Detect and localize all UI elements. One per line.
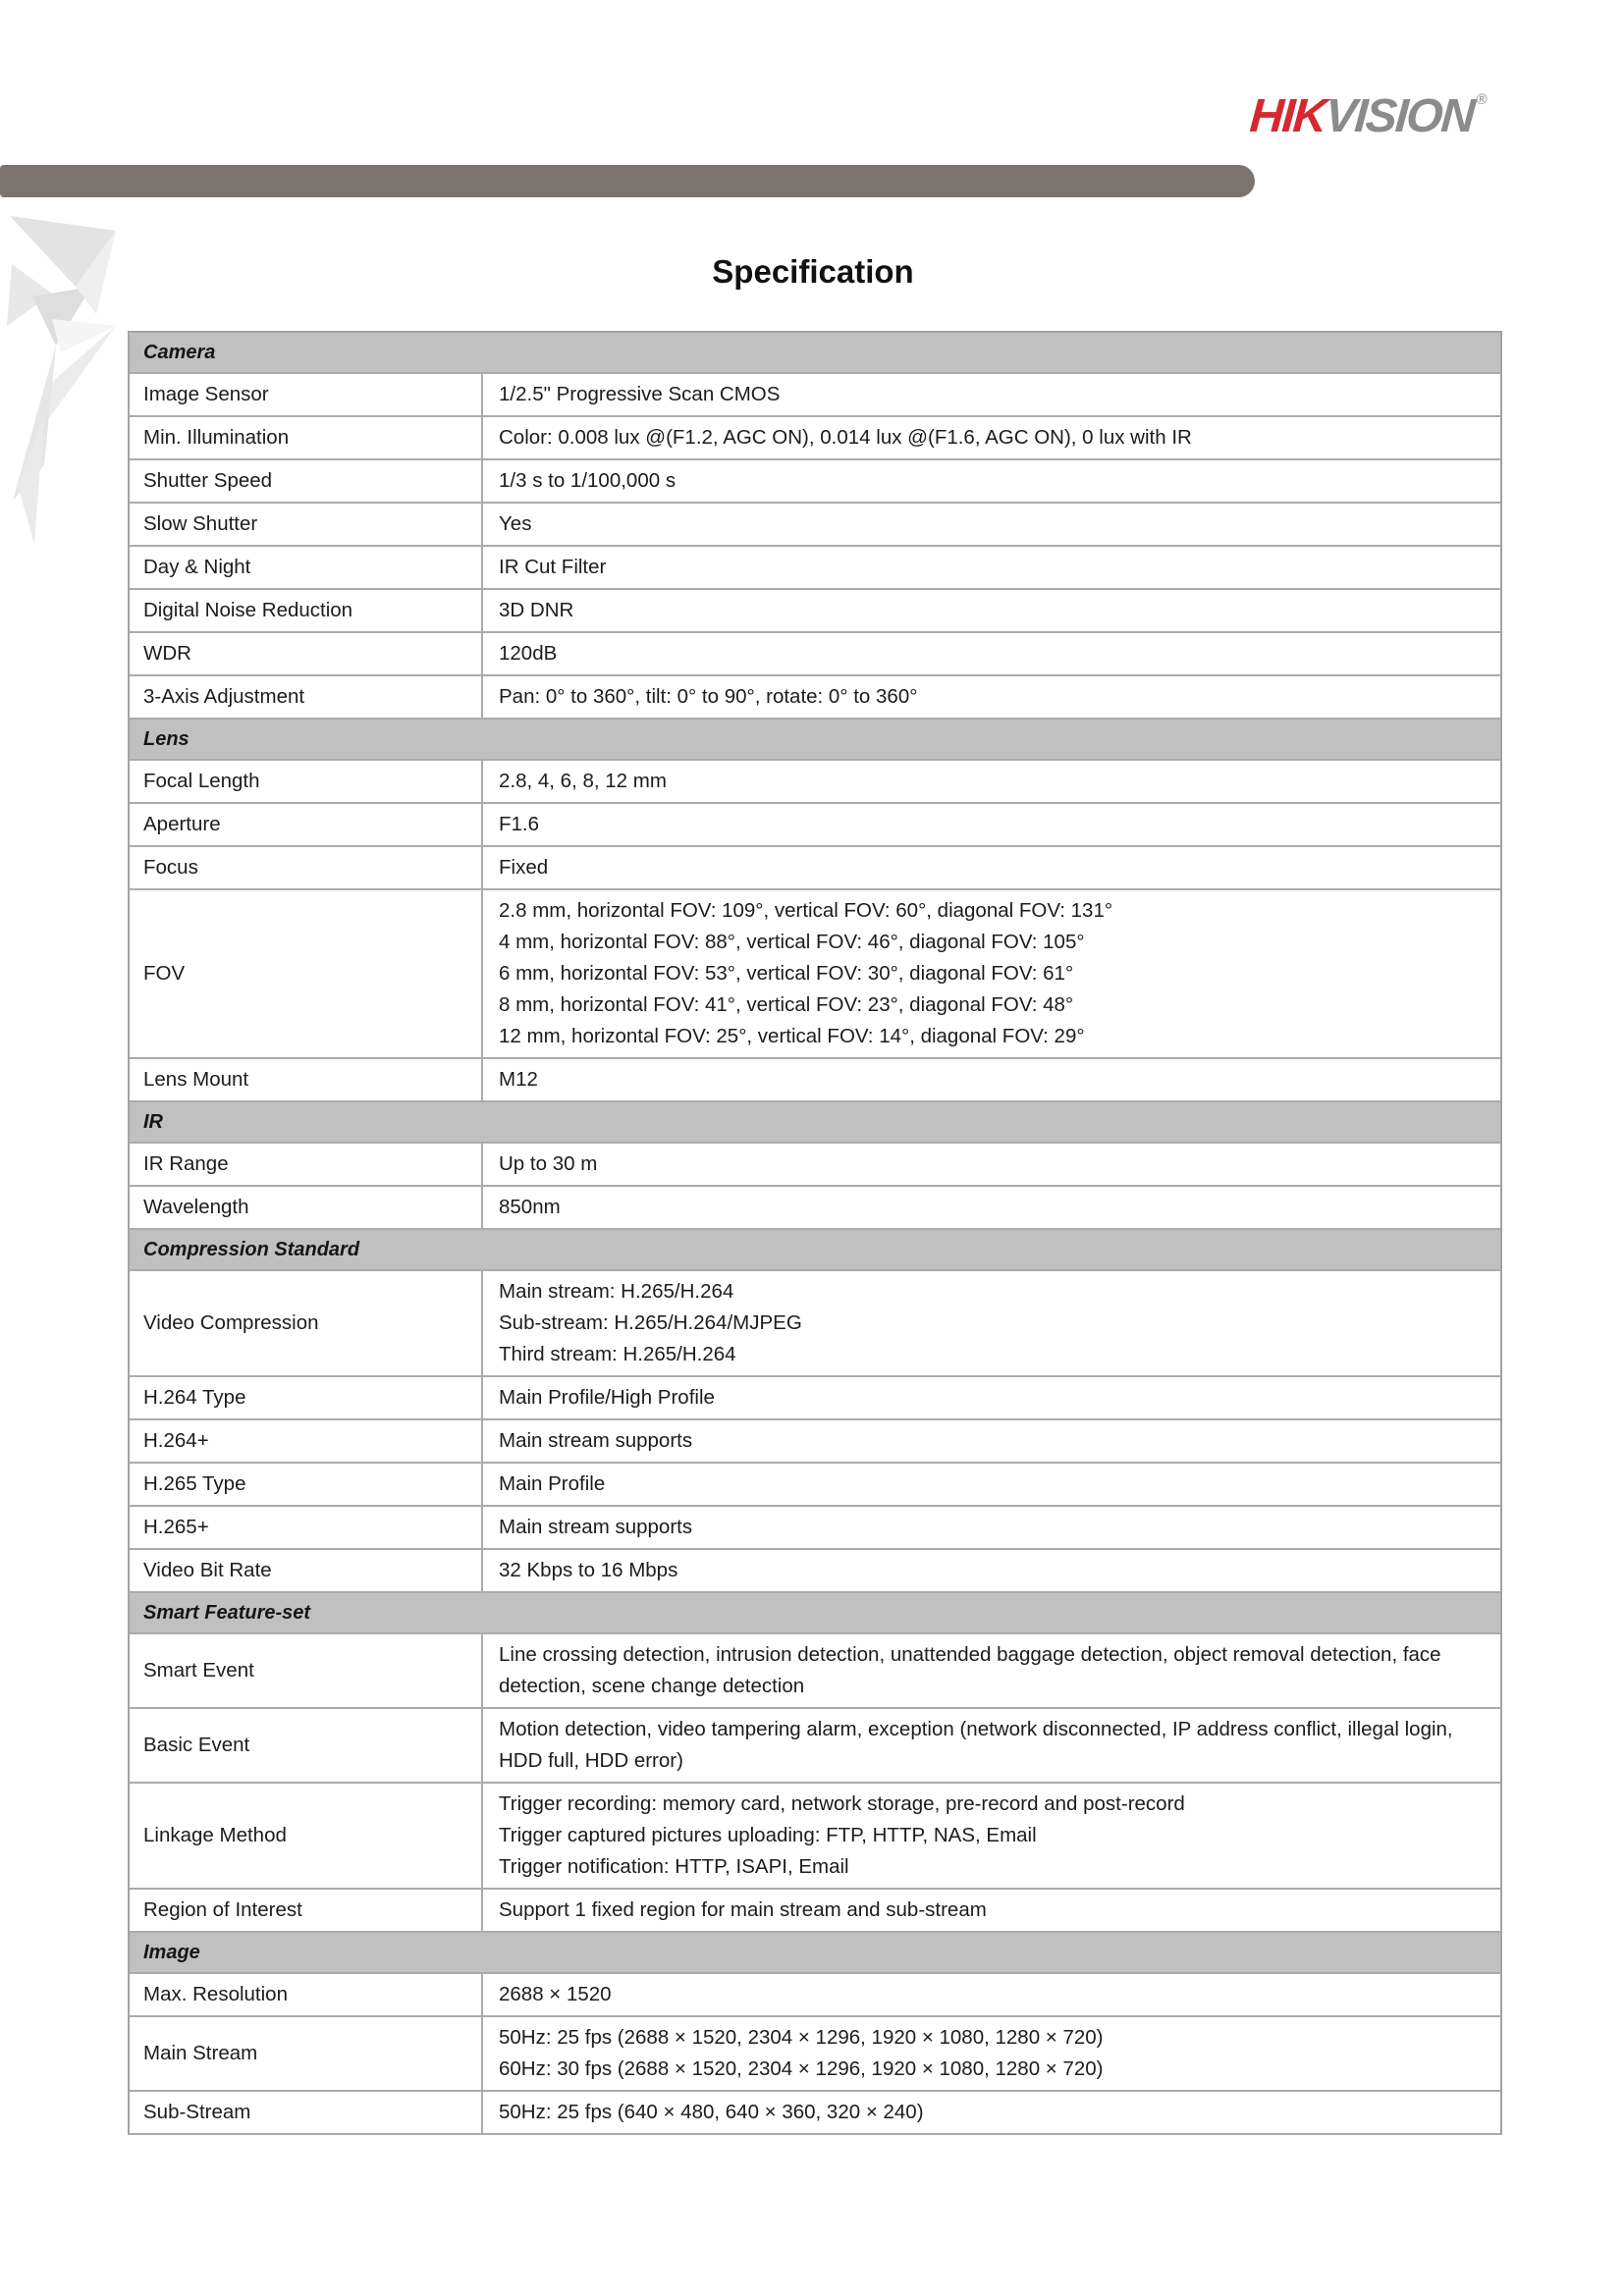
spec-value-line: Pan: 0° to 360°, tilt: 0° to 90°, rotate: 0° to 360°: [499, 685, 918, 708]
spec-value-line: Trigger notification: HTTP, ISAPI, Email: [499, 1855, 849, 1878]
spec-value-line: 2.8, 4, 6, 8, 12 mm: [499, 770, 667, 792]
specification-table: [128, 331, 1502, 2135]
spec-value-line: 1/2.5" Progressive Scan CMOS: [499, 383, 781, 405]
logo-vision-text: VISION: [1323, 90, 1476, 142]
spec-label: 3-Axis Adjustment: [130, 676, 483, 718]
spec-label: H.265 Type: [130, 1464, 483, 1505]
spec-value: [483, 417, 1500, 458]
registered-trademark-icon: ®: [1475, 91, 1489, 108]
spec-value-line: M12: [499, 1068, 538, 1091]
spec-label: Linkage Method: [130, 1784, 483, 1888]
spec-value: [483, 374, 1500, 415]
spec-value: [483, 676, 1500, 718]
spec-label: Shutter Speed: [130, 460, 483, 502]
spec-value-line: 8 mm, horizontal FOV: 41°, vertical FOV: 23°, diagonal FOV: 48°: [499, 993, 1074, 1016]
spec-value-line: Trigger recording: memory card, network storage, pre-record and post-record: [499, 1792, 1185, 1815]
spec-label: Main Stream: [130, 2017, 483, 2090]
spec-value-line: Color: 0.008 lux @(F1.2, AGC ON), 0.014 lux @(F1.6, AGC ON), 0 lux with IR: [499, 426, 1192, 449]
spec-label: Video Bit Rate: [130, 1550, 483, 1591]
spec-row-linkage-method: [130, 1784, 1500, 1890]
spec-value: [483, 804, 1500, 845]
spec-value: [483, 1464, 1500, 1505]
spec-label: Sub-Stream: [130, 2092, 483, 2133]
spec-label: Video Compression: [130, 1271, 483, 1375]
spec-label: Focal Length: [130, 761, 483, 802]
spec-value-line: 50Hz: 25 fps (640 × 480, 640 × 360, 320 × 240): [499, 2101, 924, 2123]
spec-value: [483, 1550, 1500, 1591]
spec-value: [483, 1059, 1500, 1100]
spec-label: Max. Resolution: [130, 1974, 483, 2015]
spec-value-line: IR Cut Filter: [499, 556, 607, 578]
spec-row-wavelength: [130, 1187, 1500, 1230]
spec-value: [483, 847, 1500, 888]
spec-label: Aperture: [130, 804, 483, 845]
spec-value-line: 12 mm, horizontal FOV: 25°, vertical FOV: 14°, diagonal FOV: 29°: [499, 1025, 1085, 1047]
spec-row-ir-range: [130, 1144, 1500, 1187]
spec-row-focus: [130, 847, 1500, 890]
spec-value: [483, 1377, 1500, 1418]
spec-value-line: Main stream supports: [499, 1429, 693, 1452]
spec-row-region-of-interest: [130, 1890, 1500, 1933]
spec-row-h-264-type: [130, 1377, 1500, 1420]
spec-row-max-resolution: [130, 1974, 1500, 2017]
spec-row-lens-mount: [130, 1059, 1500, 1102]
spec-row-3-axis-adjustment: [130, 676, 1500, 720]
spec-label: Wavelength: [130, 1187, 483, 1228]
spec-value-line: Yes: [499, 512, 532, 535]
section-header-ir: IR: [130, 1102, 1500, 1144]
spec-row-basic-event: [130, 1709, 1500, 1784]
section-header-image: Image: [130, 1933, 1500, 1974]
spec-value-line: Main Profile: [499, 1472, 606, 1495]
spec-value: [483, 1144, 1500, 1185]
spec-label: Min. Illumination: [130, 417, 483, 458]
spec-value: [483, 1507, 1500, 1548]
section-header-lens: Lens: [130, 720, 1500, 761]
spec-value-line: Fixed: [499, 856, 549, 879]
section-header-camera: Camera: [130, 333, 1500, 374]
spec-value: [483, 460, 1500, 502]
spec-value-line: 32 Kbps to 16 Mbps: [499, 1559, 678, 1581]
spec-label: IR Range: [130, 1144, 483, 1185]
page-title: Specification: [712, 253, 914, 290]
spec-row-h-264: [130, 1420, 1500, 1464]
spec-row-slow-shutter: [130, 504, 1500, 547]
spec-value-line: Main stream supports: [499, 1516, 693, 1538]
spec-value-line: 2688 × 1520: [499, 1983, 612, 2005]
spec-value-line: Support 1 fixed region for main stream and sub-stream: [499, 1898, 987, 1921]
spec-value: [483, 1974, 1500, 2015]
spec-value-line: Sub-stream: H.265/H.264/MJPEG: [499, 1311, 802, 1334]
spec-value-line: Up to 30 m: [499, 1152, 598, 1175]
spec-value: [483, 590, 1500, 631]
spec-value-line: Third stream: H.265/H.264: [499, 1343, 736, 1365]
spec-row-main-stream: [130, 2017, 1500, 2092]
spec-value: [483, 1271, 1500, 1375]
spec-label: FOV: [130, 890, 483, 1057]
spec-value: [483, 2092, 1500, 2133]
spec-label: Basic Event: [130, 1709, 483, 1782]
spec-value-line: F1.6: [499, 813, 540, 835]
spec-value-line: 50Hz: 25 fps (2688 × 1520, 2304 × 1296, 1920 × 1080, 1280 × 720): [499, 2026, 1104, 2049]
spec-value: [483, 1709, 1500, 1782]
spec-value: [483, 547, 1500, 588]
spec-value-line: Main stream: H.265/H.264: [499, 1280, 734, 1303]
spec-value-line: Motion detection, video tampering alarm, exception (network disconnected, IP address conflict, illegal login, HDD full, HDD error): [499, 1718, 1453, 1772]
spec-value: [483, 504, 1500, 545]
header-divider-bar: [0, 165, 1255, 197]
section-header-smart-feature-set: Smart Feature-set: [130, 1593, 1500, 1634]
spec-value-line: 120dB: [499, 642, 558, 665]
spec-value: [483, 1187, 1500, 1228]
spec-label: Digital Noise Reduction: [130, 590, 483, 631]
spec-row-video-bit-rate: [130, 1550, 1500, 1593]
spec-label: H.265+: [130, 1507, 483, 1548]
spec-row-wdr: [130, 633, 1500, 676]
spec-value: [483, 1634, 1500, 1707]
spec-value: [483, 1784, 1500, 1888]
spec-value: [483, 890, 1500, 1057]
spec-row-digital-noise-reduction: [130, 590, 1500, 633]
spec-value-line: 850nm: [499, 1196, 561, 1218]
spec-value: [483, 761, 1500, 802]
spec-label: Slow Shutter: [130, 504, 483, 545]
spec-label: H.264+: [130, 1420, 483, 1462]
spec-value-line: 60Hz: 30 fps (2688 × 1520, 2304 × 1296, 1920 × 1080, 1280 × 720): [499, 2057, 1104, 2080]
section-header-compression-standard: Compression Standard: [130, 1230, 1500, 1271]
spec-value: [483, 1420, 1500, 1462]
hikvision-logo: [1248, 77, 1557, 142]
spec-row-smart-event: [130, 1634, 1500, 1709]
spec-value: [483, 633, 1500, 674]
spec-value-line: Line crossing detection, intrusion detection, unattended baggage detection, object removal detection, face detection, scene change detection: [499, 1643, 1441, 1697]
spec-value-line: Main Profile/High Profile: [499, 1386, 715, 1409]
spec-label: Smart Event: [130, 1634, 483, 1707]
spec-label: H.264 Type: [130, 1377, 483, 1418]
spec-value-line: 3D DNR: [499, 599, 574, 621]
spec-row-image-sensor: [130, 374, 1500, 417]
spec-value-line: Trigger captured pictures uploading: FTP, HTTP, NAS, Email: [499, 1824, 1037, 1846]
spec-row-h-265: [130, 1507, 1500, 1550]
spec-value: [483, 2017, 1500, 2090]
spec-row-video-compression: [130, 1271, 1500, 1377]
spec-value: [483, 1890, 1500, 1931]
spec-value-line: 1/3 s to 1/100,000 s: [499, 469, 677, 492]
spec-label: Day & Night: [130, 547, 483, 588]
spec-value-line: 6 mm, horizontal FOV: 53°, vertical FOV: 30°, diagonal FOV: 61°: [499, 962, 1074, 985]
triangle-watermark-graphic: [0, 188, 135, 581]
spec-row-fov: [130, 890, 1500, 1059]
spec-row-shutter-speed: [130, 460, 1500, 504]
spec-label: Region of Interest: [130, 1890, 483, 1931]
spec-label: WDR: [130, 633, 483, 674]
spec-row-sub-stream: [130, 2092, 1500, 2135]
spec-value-line: 4 mm, horizontal FOV: 88°, vertical FOV: 46°, diagonal FOV: 105°: [499, 931, 1085, 953]
spec-label: Lens Mount: [130, 1059, 483, 1100]
spec-row-focal-length: [130, 761, 1500, 804]
spec-label: Image Sensor: [130, 374, 483, 415]
spec-label: Focus: [130, 847, 483, 888]
spec-row-aperture: [130, 804, 1500, 847]
spec-row-min-illumination: [130, 417, 1500, 460]
spec-value-line: 2.8 mm, horizontal FOV: 109°, vertical FOV: 60°, diagonal FOV: 131°: [499, 899, 1113, 922]
logo-hik-text: HIK: [1248, 90, 1327, 142]
spec-row-day-night: [130, 547, 1500, 590]
spec-row-h-265-type: [130, 1464, 1500, 1507]
